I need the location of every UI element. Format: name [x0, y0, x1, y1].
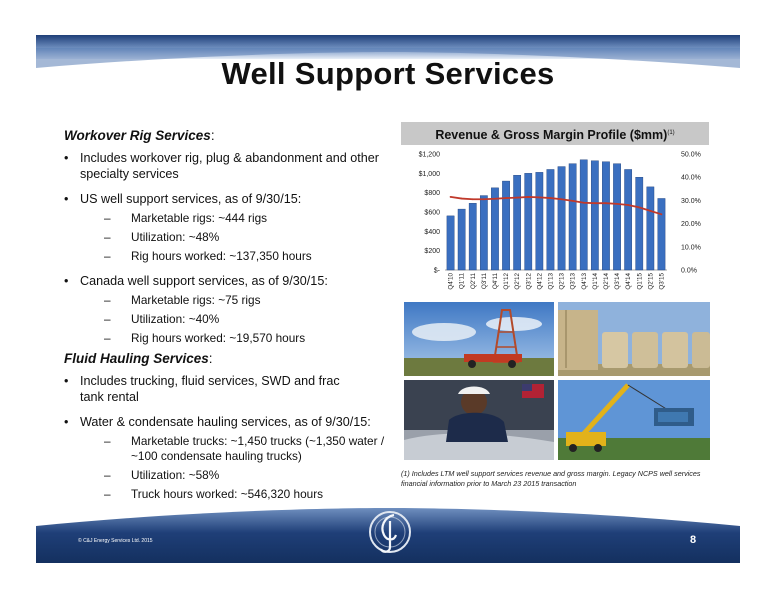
- gross-margin-point: [605, 202, 607, 204]
- sub-bullet-item: – Marketable rigs: ~444 rigs: [80, 211, 394, 226]
- revenue-bar: [558, 167, 565, 270]
- y-right-tick-label: 20.0%: [681, 221, 701, 229]
- gross-margin-point: [505, 197, 507, 199]
- revenue-bar: [624, 169, 631, 270]
- gross-margin-point: [572, 200, 574, 202]
- gross-margin-point: [616, 203, 618, 205]
- sub-bullet-item: – Marketable trucks: ~1,450 trucks (~1,350 water / ~100 condensate hauling trucks): [80, 434, 394, 464]
- x-tick-label: Q4'11: [491, 273, 499, 290]
- y-right-tick-label: 10.0%: [681, 244, 701, 252]
- x-tick-label: Q2'15: [647, 273, 655, 290]
- copyright-text: © C&J Energy Services Ltd. 2015: [78, 538, 153, 544]
- y-right-tick-label: 40.0%: [681, 174, 701, 182]
- y-left-tick-label: $400: [424, 228, 440, 236]
- x-tick-label: Q3'14: [614, 273, 622, 290]
- sub-bullet-item: – Truck hours worked: ~546,320 hours: [80, 487, 394, 502]
- gross-margin-point: [594, 202, 596, 204]
- gross-margin-point: [494, 198, 496, 200]
- revenue-bar: [458, 209, 465, 270]
- sub-bullet-item: – Rig hours worked: ~137,350 hours: [80, 249, 394, 264]
- y-left-tick-label: $-: [433, 267, 440, 275]
- fluid-heading: Fluid Hauling Services:: [64, 351, 213, 366]
- x-tick-label: Q4'10: [447, 273, 455, 290]
- x-tick-label: Q3'13: [569, 273, 577, 290]
- y-left-tick-label: $200: [424, 248, 440, 256]
- gross-margin-point: [450, 196, 452, 198]
- sub-bullet-list: [80, 211, 394, 264]
- x-tick-label: Q2'12: [514, 273, 522, 290]
- y-left-tick-label: $1,200: [418, 151, 440, 159]
- revenue-bar: [469, 203, 476, 270]
- revenue-bar: [525, 173, 532, 270]
- sub-bullet-list: [80, 293, 394, 346]
- gross-margin-point: [550, 197, 552, 199]
- revenue-bar: [480, 196, 487, 270]
- page-number: 8: [690, 534, 697, 546]
- y-right-tick-label: 30.0%: [681, 197, 701, 205]
- revenue-bar: [513, 175, 520, 270]
- crane-photo: [558, 380, 710, 460]
- gross-margin-point: [483, 198, 485, 200]
- workover-rig-photo: [404, 302, 554, 376]
- fluid-section: [64, 351, 394, 511]
- x-tick-label: Q4'12: [536, 273, 544, 290]
- workover-heading: Workover Rig Services:: [64, 128, 215, 143]
- sub-bullet-item: – Marketable rigs: ~75 rigs: [80, 293, 394, 308]
- x-tick-label: Q1'15: [636, 273, 644, 290]
- x-tick-label: Q4'13: [580, 273, 588, 290]
- revenue-bar: [536, 172, 543, 270]
- gross-margin-point: [527, 196, 529, 198]
- revenue-bar: [602, 162, 609, 270]
- page-title: Well Support Services: [221, 56, 555, 91]
- x-tick-label: Q1'13: [547, 273, 555, 290]
- gross-margin-point: [538, 196, 540, 198]
- y-right-tick-label: 0.0%: [681, 267, 697, 275]
- x-tick-label: Q3'12: [525, 273, 533, 290]
- workover-bullet-list: [64, 150, 394, 346]
- revenue-bar: [613, 164, 620, 270]
- sub-bullet-item: – Utilization: ~48%: [80, 230, 394, 245]
- storage-tanks-photo: [558, 302, 710, 376]
- bullet-item: • Water & condensate hauling services, as of 9/30/15: – Marketable trucks: ~1,450 trucks (~1,350 water / ~100 condensate hauling trucks) – Utilization: ~58% – Truck hours worked: ~546,320 hours: [64, 414, 394, 502]
- y-right-tick-label: 50.0%: [681, 151, 701, 159]
- x-tick-label: Q2'14: [602, 273, 610, 290]
- chart-footnote: (1) Includes LTM well support services revenue and gross margin. Legacy NCPS well services financial information prior to March 23 2015 transaction: [401, 469, 701, 488]
- worker-photo: [404, 380, 554, 460]
- fluid-bullet-list: [64, 373, 394, 502]
- x-tick-label: Q2'13: [558, 273, 566, 290]
- gross-margin-point: [461, 198, 463, 200]
- y-left-tick-label: $600: [424, 209, 440, 217]
- revenue-margin-chart: [401, 146, 709, 298]
- revenue-bar: [547, 169, 554, 270]
- revenue-bar: [447, 216, 454, 270]
- bullet-item: • Includes trucking, fluid services, SWD and frac tank rental: [64, 373, 394, 405]
- x-tick-label: Q1'12: [503, 273, 511, 290]
- x-tick-label: Q3'15: [658, 273, 666, 290]
- sub-bullet-item: – Rig hours worked: ~19,570 hours: [80, 331, 394, 346]
- gross-margin-point: [583, 202, 585, 204]
- gross-margin-point: [472, 198, 474, 200]
- chart-header: [401, 122, 709, 145]
- x-tick-label: Q4'14: [625, 273, 633, 290]
- gross-margin-point: [661, 213, 663, 215]
- bullet-item: • Includes workover rig, plug & abandonment and other specialty services: [64, 150, 394, 182]
- revenue-bar: [647, 187, 654, 270]
- revenue-bar: [569, 164, 576, 270]
- gross-margin-point: [638, 206, 640, 208]
- company-logo: [368, 507, 412, 557]
- gross-margin-point: [561, 198, 563, 200]
- y-left-tick-label: $1,000: [418, 170, 440, 178]
- workover-section: [64, 128, 394, 355]
- gross-margin-point: [516, 197, 518, 199]
- sub-bullet-list: [80, 434, 394, 502]
- revenue-bar: [502, 181, 509, 270]
- x-tick-label: Q1'14: [591, 273, 599, 290]
- bullet-item: • US well support services, as of 9/30/15: – Marketable rigs: ~444 rigs – Utilization: ~48% – Rig hours worked: ~137,350 hours: [64, 191, 394, 264]
- sub-bullet-item: – Utilization: ~40%: [80, 312, 394, 327]
- revenue-bar: [636, 177, 643, 270]
- x-tick-label: Q2'11: [469, 273, 477, 290]
- bullet-item: • Canada well support services, as of 9/30/15: – Marketable rigs: ~75 rigs – Utilization: ~40% – Rig hours worked: ~19,570 hours: [64, 273, 394, 346]
- chart-title: Revenue & Gross Margin Profile ($mm): [435, 128, 668, 143]
- revenue-bar: [580, 160, 587, 270]
- chart-footnote-marker: (1): [667, 130, 675, 136]
- gross-margin-point: [627, 204, 629, 206]
- revenue-bar: [491, 188, 498, 270]
- revenue-bar: [591, 161, 598, 270]
- gross-margin-point: [649, 210, 651, 212]
- sub-bullet-item: – Utilization: ~58%: [80, 468, 394, 483]
- revenue-bar: [658, 198, 665, 270]
- x-tick-label: Q1'11: [458, 273, 466, 290]
- y-left-tick-label: $800: [424, 190, 440, 198]
- x-tick-label: Q3'11: [480, 273, 488, 290]
